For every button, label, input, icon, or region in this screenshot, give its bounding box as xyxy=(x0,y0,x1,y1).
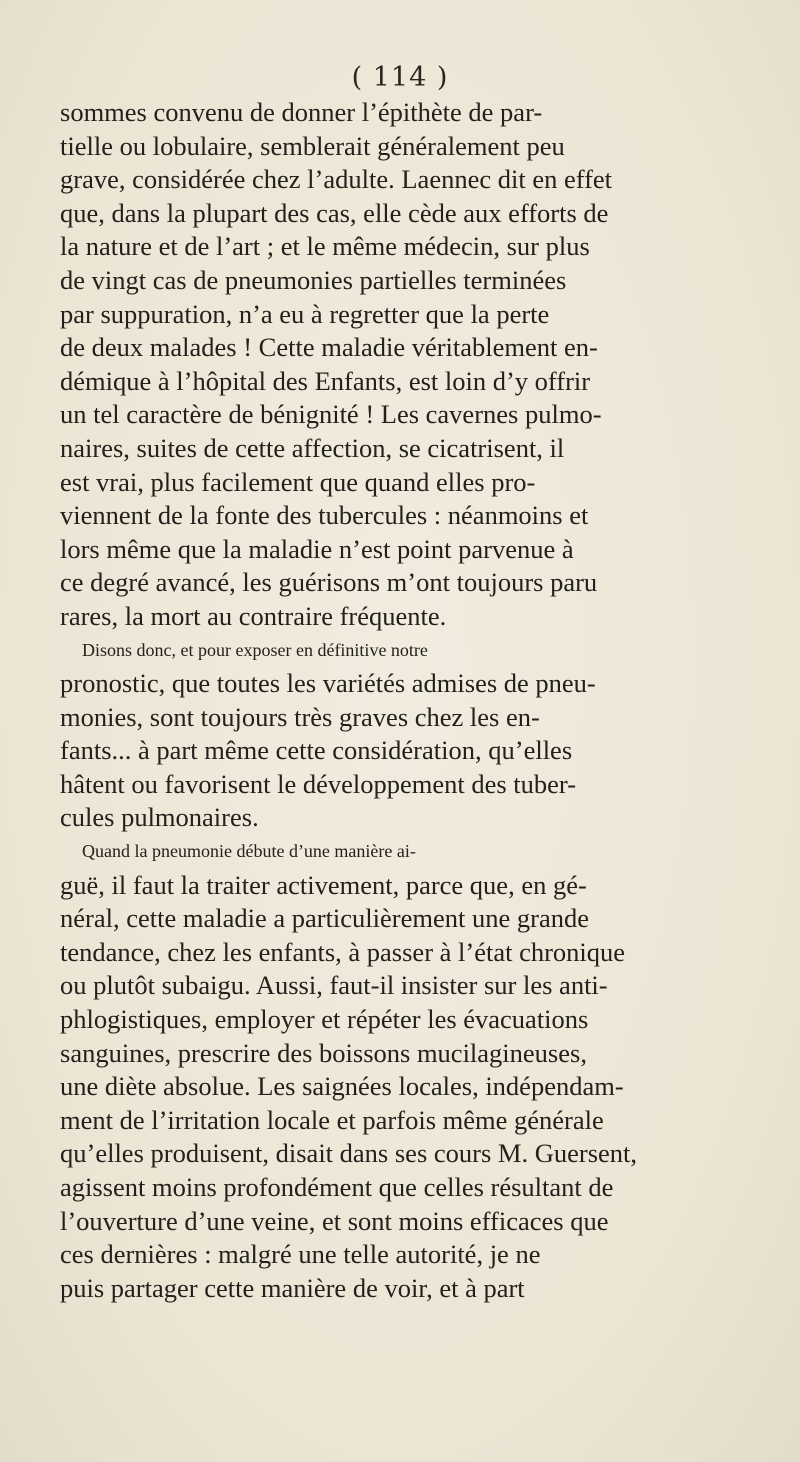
text-line: naires, suites de cette affection, se cicatrisent, il xyxy=(60,432,565,463)
text-line: hâtent ou favorisent le développement des tuber- xyxy=(60,768,577,799)
text-line: par suppuration, n’a eu à regretter que la perte xyxy=(60,298,550,329)
text-line: de vingt cas de pneumonies partielles terminées xyxy=(60,264,567,295)
text-line: l’ouverture d’une veine, et sont moins efficaces que xyxy=(60,1205,609,1236)
text-line: monies, sont toujours très graves chez les en- xyxy=(60,701,540,732)
text-line: lors même que la maladie n’est point parvenue à xyxy=(60,533,574,564)
body-text xyxy=(60,96,760,1305)
text-line: néral, cette maladie a particulièrement une grande xyxy=(60,903,589,934)
text-line: une diète absolue. Les saignées locales, indépendam- xyxy=(60,1071,624,1102)
text-line: phlogistiques, employer et répéter les évacuations xyxy=(60,1004,589,1035)
text-line: pronostic, que toutes les variétés admises de pneu- xyxy=(60,668,596,699)
text-line: démique à l’hôpital des Enfants, est loin d’y offrir xyxy=(60,365,591,396)
text-line: ment de l’irritation locale et parfois même générale xyxy=(60,1104,604,1135)
text-line: grave, considérée chez l’adulte. Laennec dit en effet xyxy=(60,164,613,195)
text-line: cules pulmonaires. xyxy=(60,802,259,833)
text-line: guë, il faut la traiter activement, parce que, en gé- xyxy=(60,869,587,900)
text-line: un tel caractère de bénignité ! Les cavernes pulmo- xyxy=(60,399,602,430)
text-line: fants... à part même cette considération, qu’elles xyxy=(60,735,573,766)
text-line: de deux malades ! Cette maladie véritablement en- xyxy=(60,332,598,363)
text-line: rares, la mort au contraire fréquente. xyxy=(60,600,447,631)
text-line: tendance, chez les enfants, à passer à l’état chronique xyxy=(60,936,626,967)
text-line: la nature et de l’art ; et le même médecin, sur plus xyxy=(60,231,590,262)
text-line: qu’elles produisent, disait dans ses cours M. Guersent, xyxy=(60,1138,638,1169)
text-line: sommes convenu de donner l’épithète de par- xyxy=(60,97,543,127)
text-line: tielle ou lobulaire, semblerait généralement peu xyxy=(60,130,565,161)
text-line: agissent moins profondément que celles résultant de xyxy=(60,1172,614,1202)
text-line: ou plutôt subaigu. Aussi, faut-il insister sur les anti- xyxy=(60,970,608,1001)
text-line: Quand la pneumonie débute d’une manière ai- xyxy=(82,841,416,862)
text-line: sanguines, prescrire des boissons mucilagineuses, xyxy=(60,1037,587,1068)
text-line: ces dernières : malgré une telle autorité, je ne xyxy=(60,1239,541,1270)
text-line: puis partager cette manière de voir, et à part xyxy=(60,1272,525,1303)
text-line: Disons donc, et pour exposer en définitive notre xyxy=(82,639,428,660)
text-line: ce degré avancé, les guérisons m’ont toujours paru xyxy=(60,567,598,598)
text-line: est vrai, plus facilement que quand elles pro- xyxy=(60,466,536,497)
text-line: que, dans la plupart des cas, elle cède aux efforts de xyxy=(60,197,609,228)
text-line: viennent de la fonte des tubercules : néanmoins et xyxy=(60,500,589,531)
page-number: ( 114 ) xyxy=(351,62,449,93)
